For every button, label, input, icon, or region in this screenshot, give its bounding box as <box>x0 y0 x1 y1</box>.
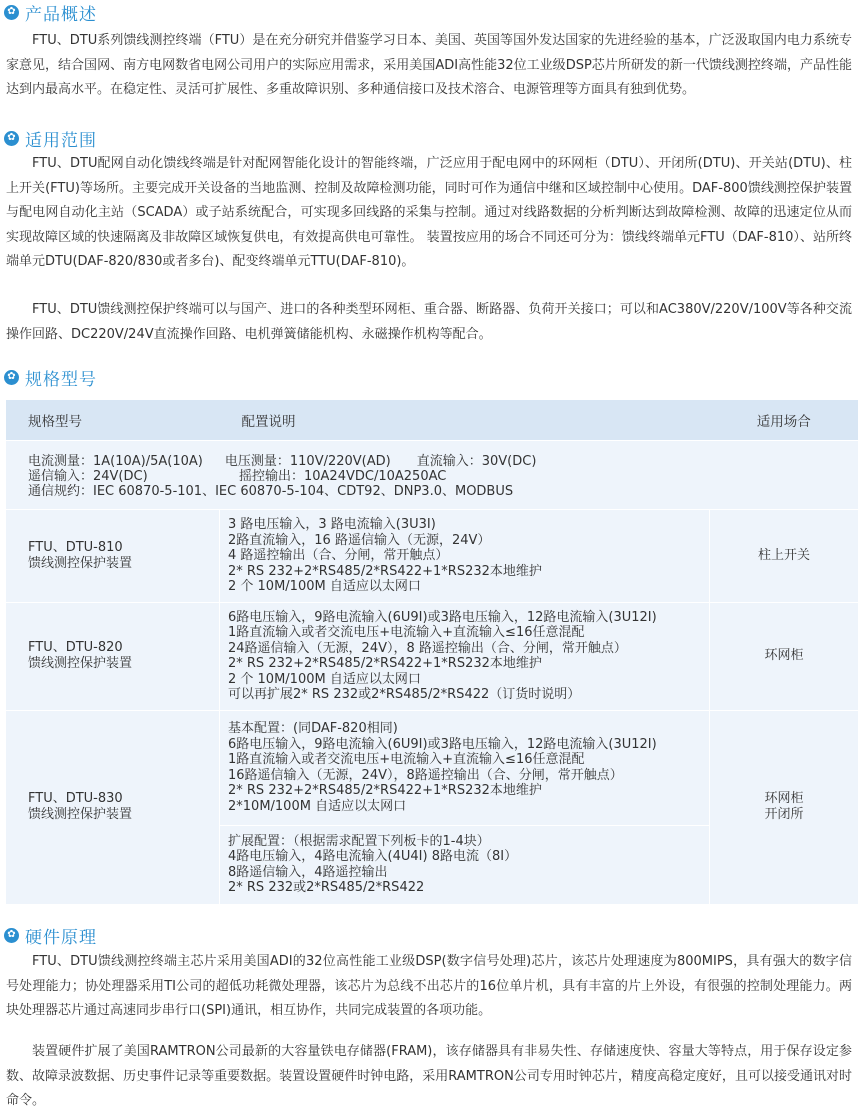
config-list: 3 路电压输入，3 路电流输入(3U3I) 2路直流输入，16 路遥信输入（无源，24V） 4 路遥控输出（合、分闸，常开触点） 2* RS 232+2*RS485/2*RS422+1*RS232本地维护 2 个 10M/100M 自适应以太网口 <box>220 510 710 603</box>
hardware-paragraph-2: 装置硬件扩展了美国RAMTRON公司最新的大容量铁电存储器(FRAM)，该存储器具有非易失性、存储速度快、容量大等特点，用于保存设定参数、故障录波数据、历史事件记录等重要数据。装置设置硬件时钟电路，采用RAMTRON公司专用时钟芯片，精度高稳定度好，且可以接受通讯对时命令。 <box>6 1044 852 1108</box>
spec-table-header <box>6 400 858 441</box>
table-row <box>6 710 858 825</box>
spec-common-row <box>6 441 858 510</box>
section-title-overview <box>4 1 97 23</box>
common-line-1: 电流测量：1A(10A)/5A(10A) 电压测量：110V/220V(AD) 直流输入：30V(DC) <box>28 453 537 469</box>
section-title-text: 规格型号 <box>25 369 97 390</box>
table-row <box>6 602 858 710</box>
spec-table <box>6 400 858 904</box>
section-title-hardware <box>4 924 97 946</box>
gear-icon: ✿ <box>4 370 19 385</box>
scope-paragraph-1: FTU、DTU配网自动化馈线终端是针对配网智能化设计的智能终端，广泛应用于配电网中的环网柜（DTU）、开闭所(DTU)、开关站(DTU)、柱上开关(FTU)等场所。主要完成开关设备的当地监测、控制及故障检测功能，同时可作为通信中继和区域控制中心使用。DAF-800馈线测控保护装置与配电网自动化主站（SCADA）或子站系统配合，可实现多回线路的采集与控制。通过对线路数据的分析判断达到故障检测、故障的迅速定位从而实现故障区域的快速隔离及非故障区域恢复供电，有效提高供电可靠性。 装置按应用的场合不同还可分为：馈线终端单元FTU（DAF-810）、站所终端单元DTU(DAF-820/830或者多台)、配变终端单元TTU(DAF-810)。 <box>6 156 852 269</box>
overview-paragraph: FTU、DTU系列馈线测控终端（FTU）是在充分研究并借鉴学习日本、美国、英国等国外发达国家的先进经验的基本，广泛汲取国内电力系统专家意见，结合国网、南方电网数省电网公司用户的实际应用需求，采用美国ADI高性能32位工业级DSP芯片所研发的新一代馈线测控终端，产品性能达到内最高水平。在稳定性、灵活可扩展性、多重故障识别、多种通信接口及技术溶合、电源管理等方面具有独到优势。 <box>6 33 852 97</box>
config-ext-list: 扩展配置：（根据需求配置下列板卡的1-4块） 4路电压输入，4路电流输入(4U4I) 8路电流（8I） 8路遥信输入，4路遥控输出 2* RS 232或2*RS485/2*RS422 <box>220 825 710 904</box>
common-line-2: 遥信输入：24V(DC) 摇控输出：10A24VDC/10A250AC <box>28 468 447 484</box>
section-title-scope <box>4 127 97 149</box>
header-use: 适用场合 <box>710 400 859 441</box>
model-name: FTU、DTU-820 馈线测控保护装置 <box>6 602 220 710</box>
gear-icon: ✿ <box>4 131 19 146</box>
header-model: 规格型号 <box>6 400 220 441</box>
section-title-text: 硬件原理 <box>25 927 97 948</box>
use-case: 环网柜 <box>710 602 859 710</box>
gear-icon: ✿ <box>4 5 19 20</box>
scope-paragraph-2: FTU、DTU馈线测控保护终端可以与国产、进口的各种类型环网柜、重合器、断路器、负荷开关接口；可以和AC380V/220V/100V等各种交流操作回路、DC220V/24V直流操作回路、电机弹簧储能机构、永磁操作机构等配合。 <box>6 302 852 342</box>
use-case: 环网柜 开闭所 <box>710 710 859 904</box>
config-list: 基本配置：(同DAF-820相同) 6路电压输入，9路电流输入(6U9I)或3路电压输入，12路电流输入(3U12I) 1路直流输入或者交流电压+电流输入+直流输入≤16任意混配 16路遥信输入（无源，24V），8路遥控输出（合、分闸，常开触点） 2* RS 232+2*RS485/2*RS422+1*RS232本地维护 2*10M/100M 自适应以太网口 <box>220 710 710 825</box>
common-line-3: 通信规约：IEC 60870-5-101、IEC 60870-5-104、CDT92、DNP3.0、MODBUS <box>28 483 514 499</box>
hardware-paragraph-1: FTU、DTU馈线测控终端主芯片采用美国ADI的32位高性能工业级DSP(数字信号处理)芯片，该芯片处理速度为800MIPS，具有强大的数字信号处理能力；协处理器采用TI公司的超低功耗微处理器，该芯片为总线不出芯片的16位单片机，具有丰富的片上外设，有很强的控制处理能力。两块处理器芯片通过高速同步串行口(SPI)通讯，相互协作，共同完成装置的各项功能。 <box>6 954 852 1018</box>
table-row <box>6 510 858 603</box>
section-title-spec <box>4 366 97 388</box>
config-list: 6路电压输入，9路电流输入(6U9I)或3路电压输入，12路电流输入(3U12I) 1路直流输入或者交流电压+电流输入+直流输入≤16任意混配 24路遥信输入（无源，24V），8 路遥控输出（合、分闸，常开触点） 2* RS 232+2*RS485/2*RS422+1*RS232本地维护 2 个 10M/100M 自适应以太网口 可以再扩展2* RS 232或2*RS485/2*RS422（订货时说明） <box>220 602 710 710</box>
gear-icon: ✿ <box>4 928 19 943</box>
model-name: FTU、DTU-830 馈线测控保护装置 <box>6 710 220 904</box>
section-title-text: 适用范围 <box>25 130 97 151</box>
model-name: FTU、DTU-810 馈线测控保护装置 <box>6 510 220 603</box>
header-config: 配置说明 <box>220 400 710 441</box>
use-case: 柱上开关 <box>710 510 859 603</box>
section-title-text: 产品概述 <box>25 4 97 25</box>
